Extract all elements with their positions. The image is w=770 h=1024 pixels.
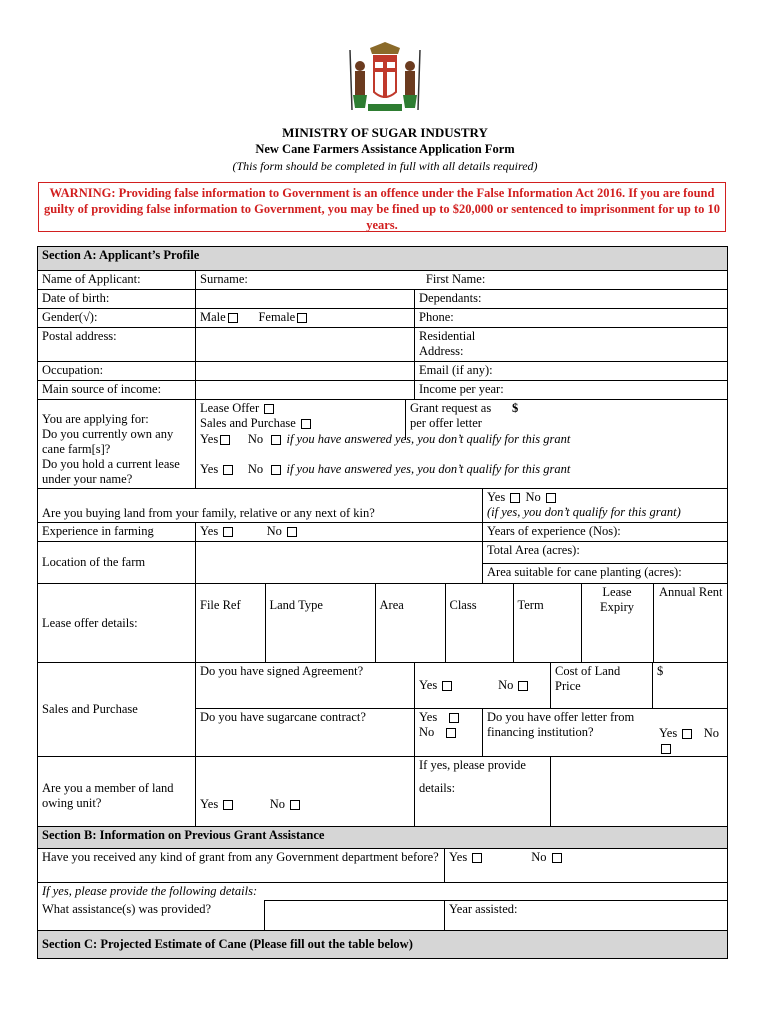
cost-land-label: Cost of Land Price [551,663,653,709]
offer-yes-label: Yes [659,726,678,740]
own-farm-no-checkbox[interactable] [271,435,281,445]
member-blank [551,757,728,827]
lease-offer-label: Lease Offer [200,401,260,415]
sales-purchase-checkbox[interactable] [301,419,311,429]
term-header: Term [513,584,581,662]
first-name-label: First Name: [425,272,486,286]
own-farm-label: Do you currently own any cane farm[s]? [42,427,174,456]
residential-field[interactable] [415,328,728,362]
member-yes-label: Yes [200,797,219,811]
occupation-label: Occupation: [38,362,196,381]
sugarcane-contract-label: Do you have sugarcane contract? [196,709,415,757]
cost-dollar: $ [657,664,664,678]
lease-details-label: Lease offer details: [38,584,196,663]
sales-purchase-row-label: Sales and Purchase [38,663,196,757]
gender-options [196,309,415,328]
dependants-field[interactable] [415,290,728,309]
area-suitable-label: Area suitable for cane planting (acres): [487,565,682,579]
own-farm-qualify-note: if you have answered yes, you don’t qualify for this grant [286,432,571,446]
applying-options [196,400,728,489]
member-unit-label: Are you a member of land owing unit? [38,757,196,827]
lease-offer-checkbox[interactable] [264,404,274,414]
own-farm-yes-checkbox[interactable] [220,435,230,445]
if-yes-provide-label: If yes, please provide [419,758,526,772]
dob-label: Date of birth: [38,290,196,309]
lease-qualify-note: if you have answered yes, you don’t qualify for this grant [286,462,571,476]
contract-options [415,709,483,757]
experience-no-checkbox[interactable] [287,527,297,537]
annual-rent-header: Annual Rent [653,584,728,662]
year-assisted-label: Year assisted: [449,902,518,916]
experience-yes-checkbox[interactable] [223,527,233,537]
contract-no-checkbox[interactable] [446,728,456,738]
total-area-label: Total Area (acres): [487,543,580,557]
member-unit-options [196,757,415,827]
residential-label: Residential Address: [419,329,476,358]
grant-request-label: Grant request as per offer letter [410,401,492,430]
warning-box: WARNING: Providing false information to Government is an offence under the False Information Act 2016. If you are found guilty of providing false information to Government, you may be fined up to $20,000 or sentenced to imprisonment for up to 10 years. [38,182,726,232]
agreement-yes-checkbox[interactable] [442,681,452,691]
income-source-label: Main source of income: [38,381,196,400]
lease-yes-checkbox[interactable] [223,465,233,475]
grant-yes-label: Yes [449,850,468,864]
grant-dollar: $ [512,401,519,415]
member-no-checkbox[interactable] [290,800,300,810]
what-assistance-label: What assistance(s) was provided? [38,901,265,931]
buying-family-label: Are you buying land from your family, relative or any next of kin? [38,489,483,523]
form-title: New Cane Farmers Assistance Application Form [255,142,515,156]
income-source-field[interactable] [196,381,415,400]
lease-expiry-header: Lease Expiry [581,584,653,662]
postal-field[interactable] [196,328,415,362]
received-grant-options [445,849,728,883]
own-farm-yes-label: Yes [200,432,219,446]
female-checkbox[interactable] [297,313,307,323]
what-assistance-field[interactable] [265,901,445,931]
postal-label: Postal address: [38,328,196,362]
location-label: Location of the farm [38,542,196,584]
fiji-coat-of-arms-emblem [340,40,430,124]
buying-family-options [483,489,728,523]
lease-yes-label: Yes [200,462,219,476]
details-label: details: [419,781,456,795]
email-label: Email (if any): [419,363,493,377]
ministry-title: MINISTRY OF SUGAR INDUSTRY [282,125,488,140]
section-a-header: Section A: Applicant’s Profile [38,247,728,271]
contract-yes-checkbox[interactable] [449,713,459,723]
signed-agreement-options [415,663,551,709]
email-field[interactable] [415,362,728,381]
contract-yes-label: Yes [419,710,438,724]
experience-options [196,523,483,542]
class-header: Class [445,584,513,662]
family-yes-checkbox[interactable] [510,493,520,503]
form-note: (This form should be completed in full with all details required) [232,159,538,173]
family-yes-label: Yes [487,490,506,504]
member-details-cell[interactable] [415,757,551,827]
agreement-no-label: No [498,678,514,692]
income-year-field[interactable] [415,381,728,400]
agreement-yes-label: Yes [419,678,438,692]
member-no-label: No [269,797,285,811]
experience-label: Experience in farming [38,523,196,542]
female-label: Female [258,310,296,324]
application-form-table [37,246,728,959]
applicant-name-label: Name of Applicant: [38,271,196,290]
own-farm-no-label: No [247,432,264,446]
land-type-header: Land Type [265,584,375,662]
total-area-field[interactable] [483,542,728,564]
section-c-header: Section C: Projected Estimate of Cane (Please fill out the table below) [38,931,728,959]
lease-no-checkbox[interactable] [271,465,281,475]
contract-no-label: No [419,725,435,739]
received-grant-label: Have you received any kind of grant from any Government department before? [38,849,445,883]
applicant-questions [38,400,196,489]
grant-no-checkbox[interactable] [552,853,562,863]
if-yes-details-label: If yes, please provide the following details: [38,883,728,901]
family-no-checkbox[interactable] [546,493,556,503]
offer-no-label: No [703,726,719,740]
surname-label: Surname: [200,272,248,286]
dob-field[interactable] [196,290,415,309]
name-row[interactable] [196,271,728,290]
male-checkbox[interactable] [228,313,238,323]
file-ref-header: File Ref [196,584,265,662]
occupation-field[interactable] [196,362,415,381]
member-yes-checkbox[interactable] [223,800,233,810]
signed-agreement-label: Do you have signed Agreement? [196,663,415,709]
years-experience-label: Years of experience (Nos): [487,524,621,538]
applying-for-label: You are applying for: [42,412,149,426]
experience-yes-label: Yes [200,524,219,538]
section-b-header: Section B: Information on Previous Grant Assistance [38,827,728,849]
gender-label: Gender(√): [38,309,196,328]
grant-no-label: No [531,850,547,864]
lease-details-grid [196,584,728,663]
years-experience-field[interactable] [483,523,728,542]
phone-label: Phone: [419,310,454,324]
grant-yes-checkbox[interactable] [472,853,482,863]
offer-letter-cell [483,709,728,757]
phone-field[interactable] [415,309,728,328]
offer-letter-label: Do you have offer letter from financing institution? [487,710,635,739]
cost-land-field[interactable] [653,663,728,709]
experience-no-label: No [266,524,282,538]
income-year-label: Income per year: [419,382,504,396]
offer-yes-checkbox[interactable] [682,729,692,739]
area-suitable-field[interactable] [483,564,728,584]
male-label: Male [200,310,226,324]
sales-purchase-label: Sales and Purchase [200,416,296,430]
lease-no-label: No [247,462,264,476]
location-field[interactable] [196,542,483,584]
year-assisted-field[interactable] [445,901,728,931]
dependants-label: Dependants: [419,291,482,305]
offer-no-checkbox[interactable] [661,744,671,754]
family-note: (if yes, you don’t qualify for this grant) [487,505,681,519]
agreement-no-checkbox[interactable] [518,681,528,691]
area-header: Area [375,584,445,662]
hold-lease-label: Do you hold a current lease under your name? [42,457,180,486]
family-no-label: No [525,490,541,504]
